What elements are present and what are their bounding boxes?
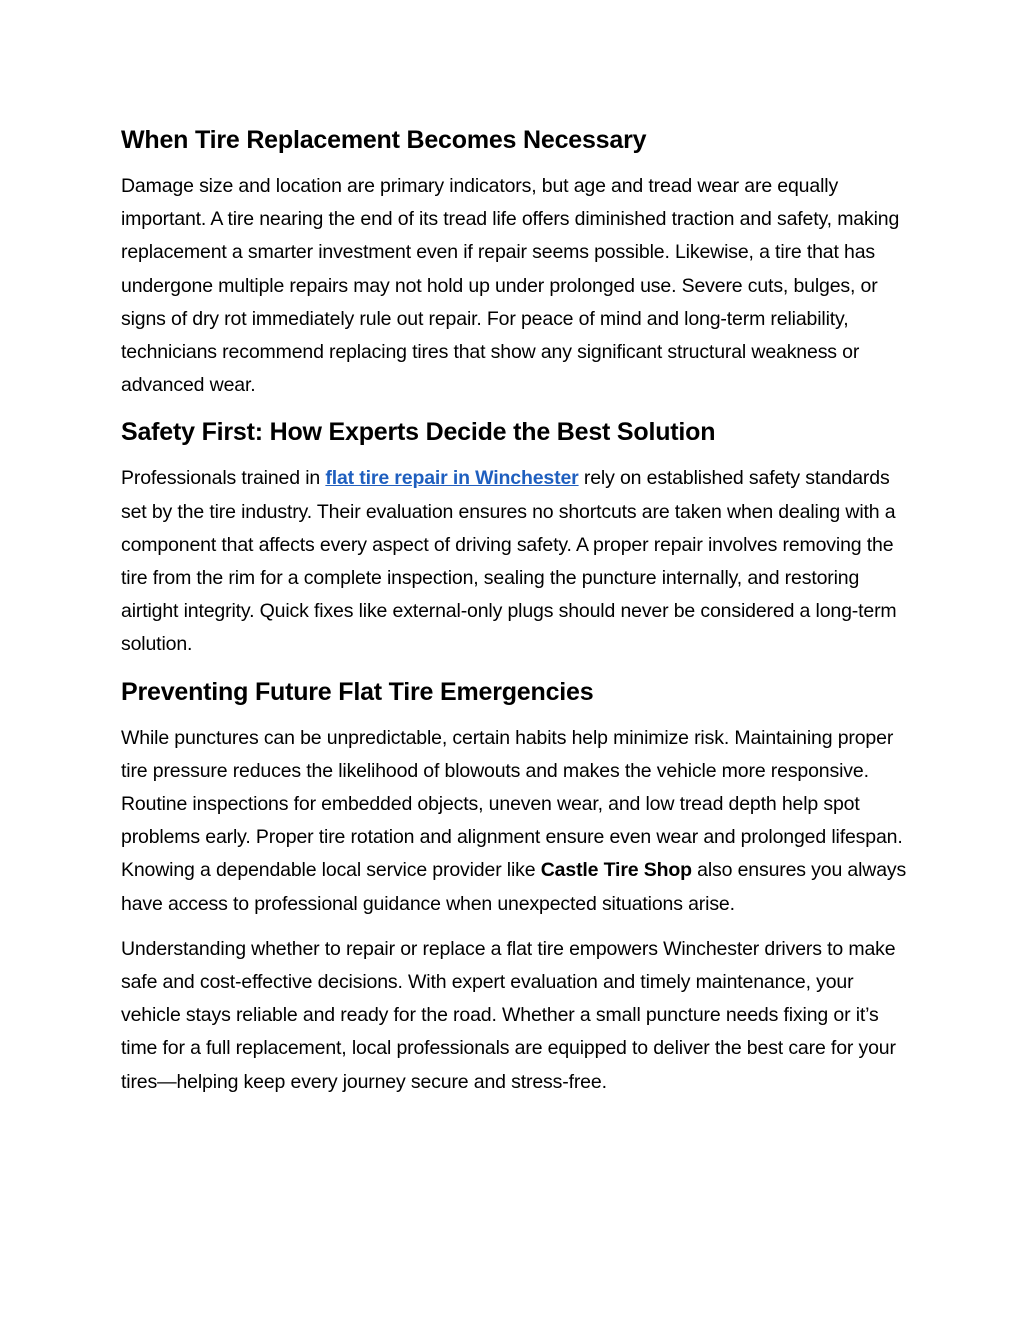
preventing-text-after-bold: also ensures you always have access to professional guidance when unexpected situations arise.	[121, 859, 907, 915]
section-safety-first	[121, 416, 911, 661]
heading-tire-replacement: When Tire Replacement Becomes Necessary	[121, 126, 647, 154]
paragraph-conclusion: Understanding whether to repair or replace a flat tire empowers Winchester drivers to make safe and cost-effective decisions. With expert evaluation and timely maintenance, your vehicle stays reliable and ready for the road. Whether a small puncture needs fixing or it’s time for a full replacement, local professionals are equipped to deliver the best care for your tires—helping keep every journey secure and stress-free.	[121, 937, 896, 1093]
preventing-text-before-bold: While punctures can be unpredictable, certain habits help minimize risk. Maintaining proper tire pressure reduces the likelihood of blowouts and makes the vehicle more responsive. Routine inspections for embedded objects, uneven wear, and low tread depth help spot problems early. Proper tire rotation and alignment ensure even wear and prolonged lifespan. Knowing a dependable local service provider like	[121, 726, 903, 882]
heading-preventing-flats: Preventing Future Flat Tire Emergencies	[121, 677, 594, 706]
safety-text-after-link: rely on established safety standards set by the tire industry. Their evaluation ensures no shortcuts are taken when dealing with a component that affects every aspect of driving safety. A proper repair involves removing the tire from the rim for a complete inspection, sealing the puncture internally, and restoring airtight integrity. Quick fixes like external-only plugs should never be considered a long-term solution.	[121, 467, 897, 656]
document-page	[121, 118, 911, 1111]
paragraph-preventing-flats	[121, 722, 911, 921]
paragraph-safety-first	[121, 462, 911, 661]
heading-safety-first: Safety First: How Experts Decide the Best Solution	[121, 418, 716, 447]
flat-tire-repair-link[interactable]: flat tire repair in Winchester	[325, 467, 579, 490]
paragraph-tire-replacement: Damage size and location are primary indicators, but age and tread wear are equally important. A tire nearing the end of its tread life offers diminished traction and safety, making replacement a smarter investment even if repair seems possible. Likewise, a tire that has undergone multiple repairs may not hold up under prolonged use. Severe cuts, bulges, or signs of dry rot immediately rule out repair. For peace of mind and long-term reliability, technicians recommend replacing tires that show any significant structural weakness or advanced wear.	[121, 175, 900, 397]
section-tire-replacement	[121, 124, 911, 402]
castle-tire-shop-name: Castle Tire Shop	[540, 859, 692, 882]
safety-text-before-link: Professionals trained in	[121, 467, 326, 490]
section-preventing-flats	[121, 676, 911, 1099]
